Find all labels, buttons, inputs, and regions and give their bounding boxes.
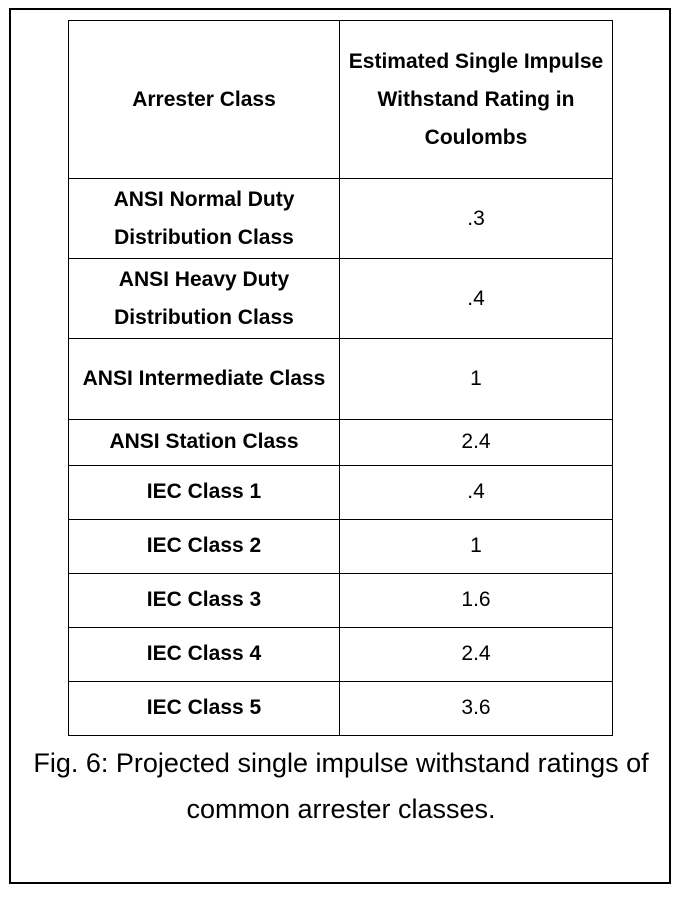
rating-value-cell: 2.4 (340, 627, 613, 681)
rating-value-cell: 1.6 (340, 573, 613, 627)
table-row (69, 419, 613, 465)
table-row (69, 627, 613, 681)
arrester-ratings-table (68, 20, 613, 736)
table-row (69, 573, 613, 627)
header-arrester-class: Arrester Class (69, 21, 340, 179)
rating-value-cell: 3.6 (340, 681, 613, 735)
table-row (69, 681, 613, 735)
table-row (69, 519, 613, 573)
arrester-class-cell: ANSI Heavy Duty Distribution Class (69, 259, 340, 339)
table-header-row (69, 21, 613, 179)
arrester-class-cell: IEC Class 4 (69, 627, 340, 681)
rating-value-cell: .4 (340, 259, 613, 339)
arrester-class-cell: ANSI Normal Duty Distribution Class (69, 179, 340, 259)
rating-value-cell: 1 (340, 519, 613, 573)
table-row (69, 259, 613, 339)
arrester-class-cell: IEC Class 2 (69, 519, 340, 573)
rating-value-cell: 2.4 (340, 419, 613, 465)
arrester-class-cell: ANSI Station Class (69, 419, 340, 465)
rating-value-cell: .3 (340, 179, 613, 259)
table-row (69, 465, 613, 519)
rating-value-cell: .4 (340, 465, 613, 519)
table-row (69, 179, 613, 259)
arrester-class-cell: ANSI Intermediate Class (69, 339, 340, 419)
header-rating: Estimated Single Impulse Withstand Rating in Coulombs (340, 21, 613, 179)
table-row (69, 339, 613, 419)
arrester-class-cell: IEC Class 1 (69, 465, 340, 519)
rating-value-cell: 1 (340, 339, 613, 419)
arrester-class-cell: IEC Class 3 (69, 573, 340, 627)
figure-caption: Fig. 6: Projected single impulse withstand ratings of common arrester classes. (33, 748, 649, 824)
arrester-class-cell: IEC Class 5 (69, 681, 340, 735)
